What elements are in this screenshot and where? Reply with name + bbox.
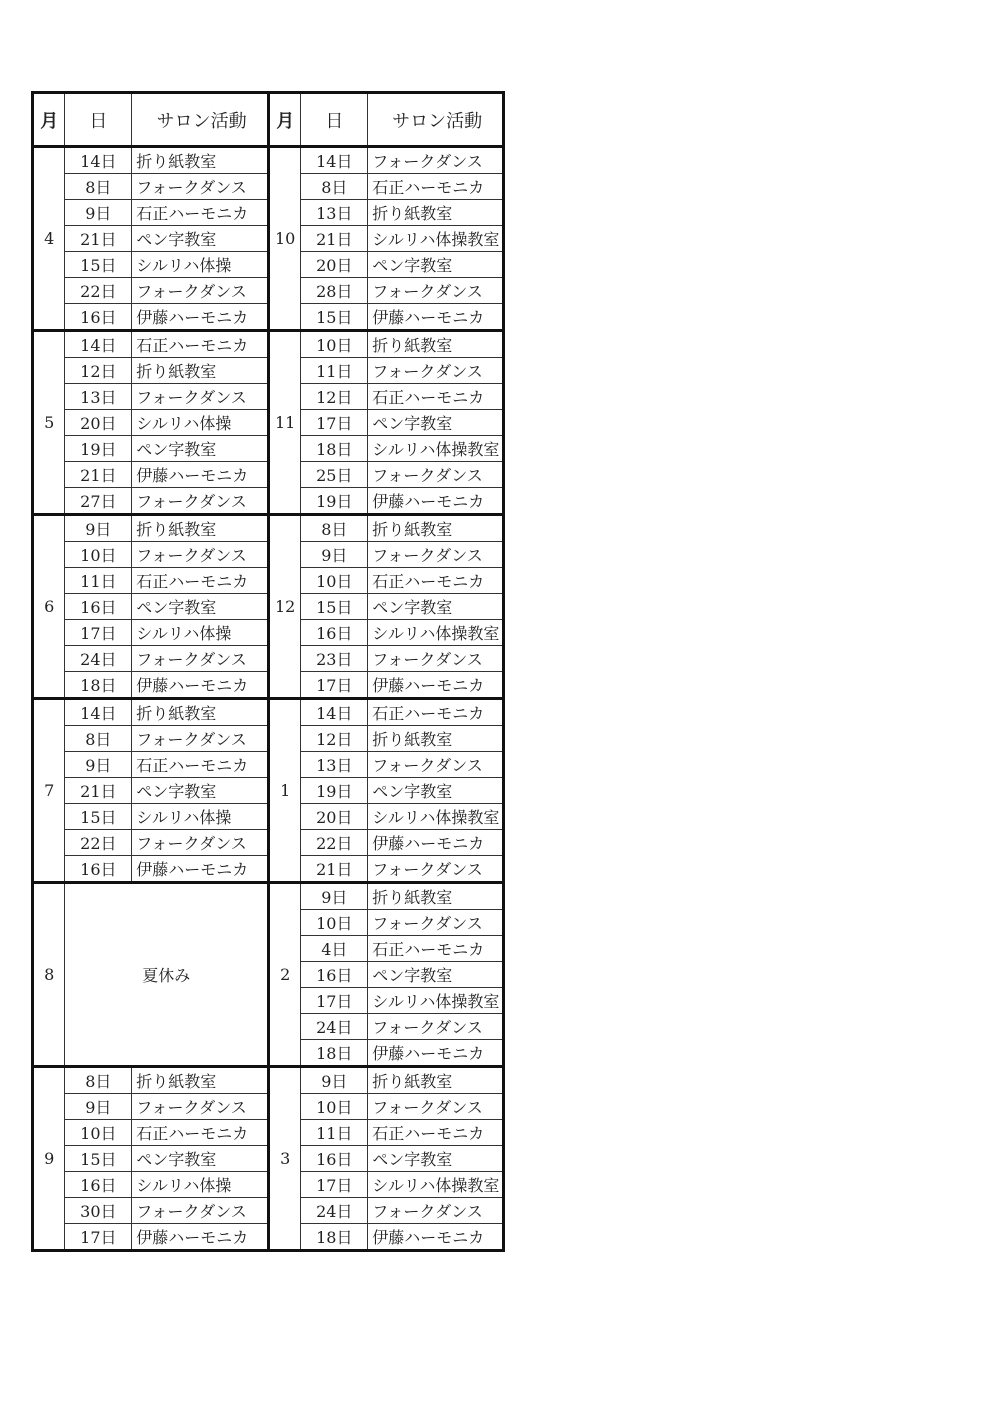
table-row xyxy=(33,1172,504,1198)
activity-cell: 石正ハーモニカ xyxy=(368,174,504,200)
day-cell: 9日 xyxy=(65,1094,132,1120)
day-cell: 9日 xyxy=(301,542,368,568)
activity-cell: シルリハ体操 xyxy=(132,620,269,646)
day-cell: 23日 xyxy=(301,646,368,672)
day-cell: 10日 xyxy=(301,1094,368,1120)
day-cell: 8日 xyxy=(65,174,132,200)
day-cell: 14日 xyxy=(301,699,368,726)
month-cell-right: 10 xyxy=(268,147,300,331)
day-cell: 14日 xyxy=(65,699,132,726)
day-cell: 24日 xyxy=(301,1198,368,1224)
table-row xyxy=(33,778,504,804)
header-month-right: 月 xyxy=(268,93,300,147)
table-row xyxy=(33,147,504,174)
month-cell-left: 7 xyxy=(33,699,65,883)
table-row xyxy=(33,620,504,646)
table-row xyxy=(33,174,504,200)
day-cell: 24日 xyxy=(65,646,132,672)
activity-cell: 折り紙教室 xyxy=(368,515,504,542)
table-row xyxy=(33,1224,504,1251)
activity-cell: 石正ハーモニカ xyxy=(132,200,269,226)
activity-cell: シルリハ体操教室 xyxy=(368,1172,504,1198)
day-cell: 8日 xyxy=(65,726,132,752)
header-activity-right: サロン活動 xyxy=(368,93,504,147)
activity-cell: ペン字教室 xyxy=(368,962,504,988)
activity-cell: 伊藤ハーモニカ xyxy=(132,462,269,488)
day-cell: 21日 xyxy=(301,856,368,883)
day-cell: 11日 xyxy=(65,568,132,594)
day-cell: 18日 xyxy=(301,436,368,462)
activity-cell: フォークダンス xyxy=(368,462,504,488)
day-cell: 21日 xyxy=(65,778,132,804)
table-row xyxy=(33,830,504,856)
day-cell: 11日 xyxy=(301,1120,368,1146)
activity-cell: ペン字教室 xyxy=(132,436,269,462)
table-row xyxy=(33,358,504,384)
table-row xyxy=(33,410,504,436)
table-row xyxy=(33,856,504,883)
activity-cell: 折り紙教室 xyxy=(368,331,504,358)
day-cell: 9日 xyxy=(65,200,132,226)
activity-cell: 折り紙教室 xyxy=(132,699,269,726)
activity-cell: シルリハ体操 xyxy=(132,410,269,436)
activity-cell: 石正ハーモニカ xyxy=(368,384,504,410)
table-row xyxy=(33,331,504,358)
table-row xyxy=(33,699,504,726)
activity-cell: シルリハ体操教室 xyxy=(368,436,504,462)
activity-cell: シルリハ体操 xyxy=(132,1172,269,1198)
activity-cell: 石正ハーモニカ xyxy=(132,331,269,358)
note-cell: 夏休み xyxy=(65,883,269,1067)
day-cell: 25日 xyxy=(301,462,368,488)
table-row xyxy=(33,726,504,752)
table-row xyxy=(33,883,504,910)
activity-cell: シルリハ体操教室 xyxy=(368,620,504,646)
month-cell-right: 2 xyxy=(268,883,300,1067)
activity-cell: フォークダンス xyxy=(368,542,504,568)
header-day-right: 日 xyxy=(301,93,368,147)
table-row xyxy=(33,436,504,462)
activity-cell: 伊藤ハーモニカ xyxy=(368,672,504,699)
table-row xyxy=(33,200,504,226)
day-cell: 16日 xyxy=(65,1172,132,1198)
activity-cell: ペン字教室 xyxy=(368,594,504,620)
day-cell: 14日 xyxy=(65,147,132,174)
day-cell: 10日 xyxy=(301,910,368,936)
day-cell: 12日 xyxy=(301,726,368,752)
activity-cell: 折り紙教室 xyxy=(368,726,504,752)
day-cell: 27日 xyxy=(65,488,132,515)
activity-cell: ペン字教室 xyxy=(132,1146,269,1172)
table-row xyxy=(33,1146,504,1172)
day-cell: 21日 xyxy=(65,226,132,252)
day-cell: 19日 xyxy=(65,436,132,462)
month-cell-right: 3 xyxy=(268,1067,300,1251)
day-cell: 9日 xyxy=(301,1067,368,1094)
day-cell: 16日 xyxy=(65,594,132,620)
activity-cell: フォークダンス xyxy=(368,1198,504,1224)
activity-cell: フォークダンス xyxy=(132,174,269,200)
month-cell-right: 11 xyxy=(268,331,300,515)
day-cell: 17日 xyxy=(65,1224,132,1251)
activity-cell: ペン字教室 xyxy=(368,410,504,436)
salon-schedule-table xyxy=(31,91,505,1252)
table-row xyxy=(33,384,504,410)
activity-cell: フォークダンス xyxy=(368,278,504,304)
day-cell: 28日 xyxy=(301,278,368,304)
table-row xyxy=(33,226,504,252)
activity-cell: 伊藤ハーモニカ xyxy=(368,1040,504,1067)
table-row xyxy=(33,568,504,594)
day-cell: 13日 xyxy=(301,752,368,778)
day-cell: 22日 xyxy=(65,278,132,304)
activity-cell: シルリハ体操教室 xyxy=(368,804,504,830)
activity-cell: 折り紙教室 xyxy=(132,147,269,174)
day-cell: 16日 xyxy=(301,962,368,988)
month-cell-right: 1 xyxy=(268,699,300,883)
activity-cell: 石正ハーモニカ xyxy=(368,1120,504,1146)
activity-cell: 折り紙教室 xyxy=(132,515,269,542)
activity-cell: フォークダンス xyxy=(132,384,269,410)
header-row xyxy=(33,93,504,147)
table-row xyxy=(33,252,504,278)
day-cell: 15日 xyxy=(65,804,132,830)
month-cell-left: 4 xyxy=(33,147,65,331)
day-cell: 11日 xyxy=(301,358,368,384)
day-cell: 15日 xyxy=(65,1146,132,1172)
day-cell: 17日 xyxy=(301,988,368,1014)
month-cell-left: 8 xyxy=(33,883,65,1067)
table-row xyxy=(33,1198,504,1224)
table-row xyxy=(33,752,504,778)
day-cell: 13日 xyxy=(65,384,132,410)
activity-cell: フォークダンス xyxy=(132,726,269,752)
day-cell: 18日 xyxy=(301,1040,368,1067)
activity-cell: フォークダンス xyxy=(132,1198,269,1224)
table-row xyxy=(33,804,504,830)
activity-cell: ペン字教室 xyxy=(368,1146,504,1172)
day-cell: 20日 xyxy=(301,804,368,830)
activity-cell: シルリハ体操 xyxy=(132,804,269,830)
table-row xyxy=(33,304,504,331)
activity-cell: フォークダンス xyxy=(368,910,504,936)
activity-cell: ペン字教室 xyxy=(368,778,504,804)
activity-cell: 伊藤ハーモニカ xyxy=(132,856,269,883)
day-cell: 17日 xyxy=(301,410,368,436)
table-row xyxy=(33,1067,504,1094)
day-cell: 18日 xyxy=(65,672,132,699)
day-cell: 16日 xyxy=(65,856,132,883)
activity-cell: フォークダンス xyxy=(368,646,504,672)
table-row xyxy=(33,542,504,568)
activity-cell: シルリハ体操教室 xyxy=(368,988,504,1014)
day-cell: 12日 xyxy=(301,384,368,410)
activity-cell: フォークダンス xyxy=(132,488,269,515)
day-cell: 15日 xyxy=(65,252,132,278)
activity-cell: 折り紙教室 xyxy=(132,358,269,384)
activity-cell: フォークダンス xyxy=(368,147,504,174)
day-cell: 16日 xyxy=(301,620,368,646)
day-cell: 14日 xyxy=(301,147,368,174)
activity-cell: 伊藤ハーモニカ xyxy=(132,672,269,699)
activity-cell: フォークダンス xyxy=(132,278,269,304)
activity-cell: フォークダンス xyxy=(368,752,504,778)
table-row xyxy=(33,515,504,542)
day-cell: 15日 xyxy=(301,594,368,620)
day-cell: 21日 xyxy=(301,226,368,252)
day-cell: 18日 xyxy=(301,1224,368,1251)
day-cell: 9日 xyxy=(65,515,132,542)
day-cell: 9日 xyxy=(301,883,368,910)
day-cell: 19日 xyxy=(301,488,368,515)
activity-cell: 伊藤ハーモニカ xyxy=(132,304,269,331)
activity-cell: フォークダンス xyxy=(132,646,269,672)
activity-cell: ペン字教室 xyxy=(368,252,504,278)
table-row xyxy=(33,646,504,672)
day-cell: 20日 xyxy=(65,410,132,436)
day-cell: 16日 xyxy=(65,304,132,331)
day-cell: 13日 xyxy=(301,200,368,226)
day-cell: 14日 xyxy=(65,331,132,358)
activity-cell: ペン字教室 xyxy=(132,226,269,252)
day-cell: 20日 xyxy=(301,252,368,278)
header-month-left: 月 xyxy=(33,93,65,147)
activity-cell: フォークダンス xyxy=(132,830,269,856)
day-cell: 8日 xyxy=(65,1067,132,1094)
activity-cell: 折り紙教室 xyxy=(368,1067,504,1094)
day-cell: 17日 xyxy=(301,672,368,699)
activity-cell: 石正ハーモニカ xyxy=(132,752,269,778)
activity-cell: 伊藤ハーモニカ xyxy=(368,488,504,515)
day-cell: 10日 xyxy=(65,542,132,568)
day-cell: 22日 xyxy=(65,830,132,856)
day-cell: 12日 xyxy=(65,358,132,384)
activity-cell: 折り紙教室 xyxy=(368,883,504,910)
activity-cell: 伊藤ハーモニカ xyxy=(368,830,504,856)
day-cell: 4日 xyxy=(301,936,368,962)
activity-cell: ペン字教室 xyxy=(132,594,269,620)
day-cell: 17日 xyxy=(301,1172,368,1198)
activity-cell: フォークダンス xyxy=(368,358,504,384)
day-cell: 19日 xyxy=(301,778,368,804)
day-cell: 16日 xyxy=(301,1146,368,1172)
day-cell: 8日 xyxy=(301,515,368,542)
day-cell: 21日 xyxy=(65,462,132,488)
table-row xyxy=(33,278,504,304)
activity-cell: フォークダンス xyxy=(132,542,269,568)
month-cell-right: 12 xyxy=(268,515,300,699)
month-cell-left: 6 xyxy=(33,515,65,699)
header-activity-left: サロン活動 xyxy=(132,93,269,147)
activity-cell: 石正ハーモニカ xyxy=(368,568,504,594)
activity-cell: 伊藤ハーモニカ xyxy=(132,1224,269,1251)
activity-cell: シルリハ体操 xyxy=(132,252,269,278)
activity-cell: 伊藤ハーモニカ xyxy=(368,1224,504,1251)
activity-cell: 折り紙教室 xyxy=(368,200,504,226)
table-row xyxy=(33,672,504,699)
day-cell: 22日 xyxy=(301,830,368,856)
activity-cell: フォークダンス xyxy=(368,1014,504,1040)
activity-cell: フォークダンス xyxy=(132,1094,269,1120)
day-cell: 10日 xyxy=(301,568,368,594)
table-row xyxy=(33,1094,504,1120)
activity-cell: 石正ハーモニカ xyxy=(368,936,504,962)
activity-cell: 伊藤ハーモニカ xyxy=(368,304,504,331)
day-cell: 10日 xyxy=(65,1120,132,1146)
activity-cell: シルリハ体操教室 xyxy=(368,226,504,252)
table-row xyxy=(33,488,504,515)
table-row xyxy=(33,1120,504,1146)
month-cell-left: 5 xyxy=(33,331,65,515)
activity-cell: フォークダンス xyxy=(368,1094,504,1120)
table-row xyxy=(33,594,504,620)
day-cell: 9日 xyxy=(65,752,132,778)
activity-cell: 折り紙教室 xyxy=(132,1067,269,1094)
day-cell: 24日 xyxy=(301,1014,368,1040)
day-cell: 15日 xyxy=(301,304,368,331)
day-cell: 10日 xyxy=(301,331,368,358)
activity-cell: ペン字教室 xyxy=(132,778,269,804)
activity-cell: フォークダンス xyxy=(368,856,504,883)
month-cell-left: 9 xyxy=(33,1067,65,1251)
activity-cell: 石正ハーモニカ xyxy=(132,1120,269,1146)
activity-cell: 石正ハーモニカ xyxy=(132,568,269,594)
day-cell: 17日 xyxy=(65,620,132,646)
header-day-left: 日 xyxy=(65,93,132,147)
day-cell: 30日 xyxy=(65,1198,132,1224)
day-cell: 8日 xyxy=(301,174,368,200)
activity-cell: 石正ハーモニカ xyxy=(368,699,504,726)
table-row xyxy=(33,462,504,488)
